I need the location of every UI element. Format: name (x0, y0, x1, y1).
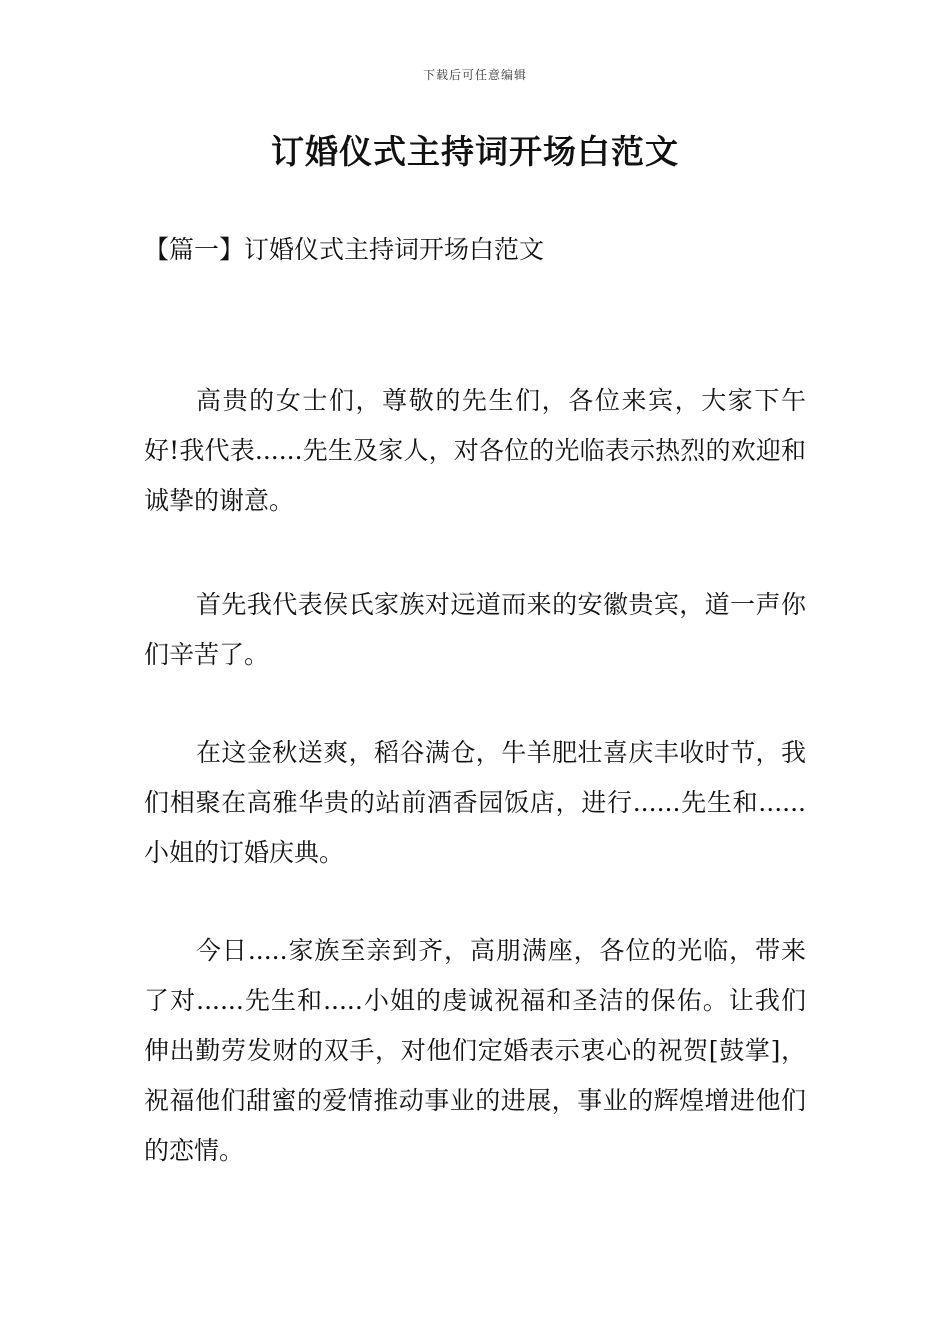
paragraph-3: 在这金秋送爽，稻谷满仓，牛羊肥壮喜庆丰收时节，我们相聚在高雅华贵的站前酒香园饭店，进行......先生和......小姐的订婚庆典。 (144, 738, 806, 867)
paragraph-2: 首先我代表侯氏家族对远道而来的安徽贵宾，道一声你们辛苦了。 (144, 590, 806, 669)
document-body (144, 376, 806, 1230)
paragraph-1: 高贵的女士们，尊敬的先生们，各位来宾，大家下午好!我代表......先生及家人，对各位的光临表示热烈的欢迎和诚挚的谢意。 (144, 386, 806, 515)
paragraph-4: 今日.....家族至亲到齐，高朋满座，各位的光临，带来了对......先生和.....小姐的虔诚祝福和圣洁的保佑。让我们伸出勤劳发财的双手，对他们定婚表示衷心的祝贺[鼓掌]，祝福他们甜蜜的爱情推动事业的进展，事业的辉煌增进他们的恋情。 (144, 936, 806, 1165)
document-title: 订婚仪式主持词开场白范文 (271, 132, 679, 171)
section-heading: 【篇一】订婚仪式主持词开场白范文 (144, 235, 545, 264)
header-note: 下载后可任意编辑 (422, 68, 527, 82)
